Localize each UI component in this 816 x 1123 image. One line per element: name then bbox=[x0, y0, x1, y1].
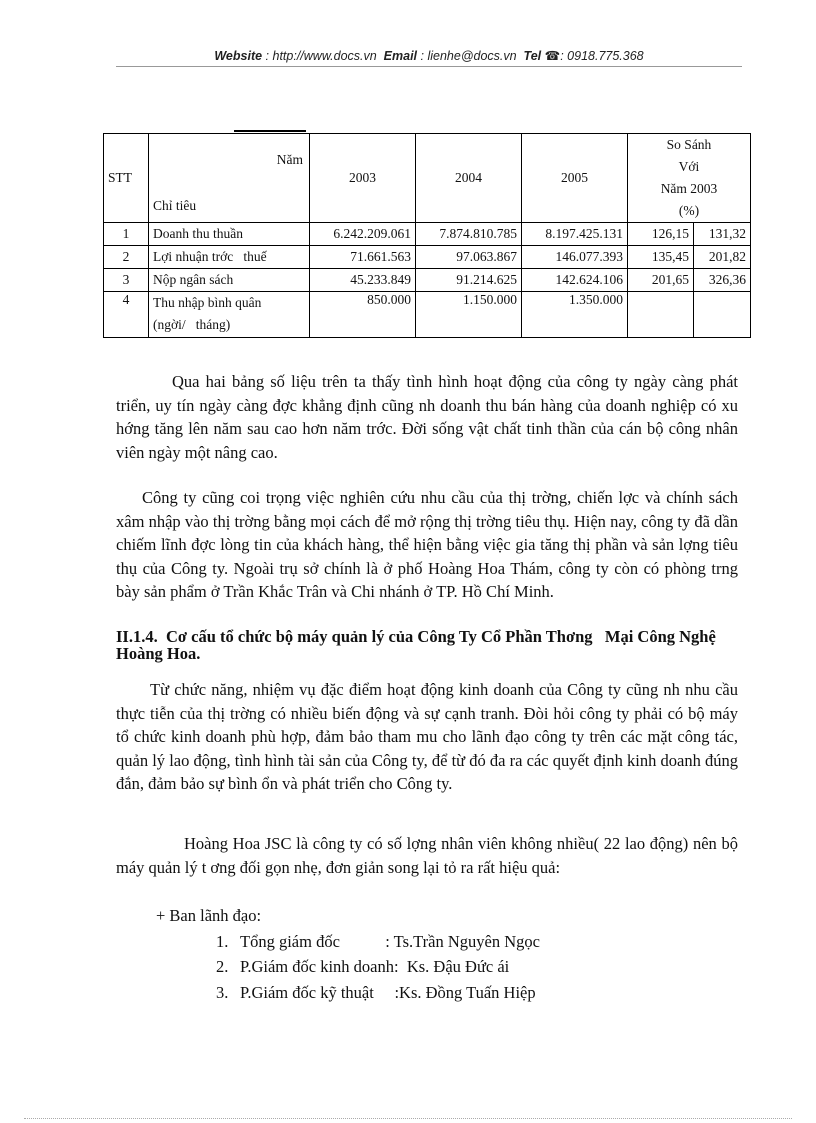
table-row: 4 Thu nhập bình quân (ngời/ tháng) 850.000 1.150.000 1.350.000 bbox=[104, 292, 751, 338]
website-value: : http://www.docs.vn bbox=[265, 49, 377, 63]
paragraph-overview: Qua hai bảng số liệu trên ta thấy tình hình hoạt động của công ty ngày càng phát triển, uy tín ngày càng đợc khẳng định cũng nh doanh thu bán hàng của doanh nghiệp có xu hớng tăng lên năm sau cao hơn năm trớc. Đời sống vật chất tinh thần của cán bộ công nhân viên ngày một nâng cao. bbox=[116, 372, 738, 462]
management-lead: + Ban lãnh đạo: bbox=[156, 906, 262, 925]
section-heading: II.1.4. Cơ cấu tổ chức bộ máy quản lý của Công Ty Cổ Phần Thơng Mại Công Nghệ Hoàng Hoa. bbox=[116, 627, 720, 663]
list-item: 3. P.Giám đốc kỹ thuật :Ks. Đồng Tuấn Hiệp bbox=[216, 983, 536, 1002]
email-value: : lienhe@docs.vn bbox=[420, 49, 517, 63]
header-year-label: Năm bbox=[276, 152, 303, 167]
list-item: 2. P.Giám đốc kinh doanh: Ks. Đậu Đức ái bbox=[216, 957, 510, 976]
email-label: Email bbox=[383, 49, 418, 63]
header-indicator-label: Chỉ tiêu bbox=[153, 198, 197, 213]
phone-icon: ☎ bbox=[544, 49, 561, 63]
table-row: 2 Lợi nhuận trớc thuế 71.661.563 97.063.867 146.077.393 135,45 201,82 bbox=[104, 246, 751, 269]
header-compare: So Sánh Với Năm 2003 (%) bbox=[628, 134, 751, 223]
header-year-2003: 2003 bbox=[310, 134, 416, 223]
business-results-table bbox=[103, 133, 751, 338]
tel-label: Tel bbox=[523, 49, 542, 63]
footer-divider bbox=[24, 1118, 792, 1119]
paragraph-market: Công ty cũng coi trọng việc nghiên cứu nhu cầu của thị trờng, chiến lợc và chính sách xâm nhập vào thị trờng bằng mọi cách để mở rộng thị trờng tiêu thụ. Hiện nay, công ty đã dần chiếm lĩnh đợc lòng tin của khách hàng, thể hiện bằng việc gia tăng thị phần và sản lợng tiêu thụ của Công ty. Ngoài trụ sở chính là ở phố Hoàng Hoa Thám, công ty còn có phòng trng bày sản phẩm ở Trần Khắc Trân và Chi nhánh ở TP. Hồ Chí Minh. bbox=[116, 488, 738, 601]
tel-value: : 0918.775.368 bbox=[560, 49, 644, 63]
website-label: Website bbox=[214, 49, 263, 63]
header-year-2005: 2005 bbox=[522, 134, 628, 223]
table-header-row bbox=[104, 134, 751, 223]
paragraph-structure: Từ chức năng, nhiệm vụ đặc điểm hoạt động kinh doanh của Công ty cũng nh nhu cầu thực tiễn của thị trờng có nhiều biến động và sự cạnh tranh. Đòi hỏi công ty phải có bộ máy tổ chức kinh doanh phù hợp, đảm bảo tham mu cho lãnh đạo công ty trên các mặt công tác, quản lý lao động, tình hình tài sản của Công ty, để từ đó đa ra các quyết định kinh doanh đúng đắn, đảm bảo sự bình ổn và phát triển cho Công ty. bbox=[116, 680, 738, 793]
table-row: 1 Doanh thu thuần 6.242.209.061 7.874.810.785 8.197.425.131 126,15 131,32 bbox=[104, 223, 751, 246]
paragraph-staff: Hoàng Hoa JSC là công ty có số lợng nhân viên không nhiều( 22 lao động) nên bộ máy quản lý t ơng đối gọn nhẹ, đơn giản song lại tỏ ra rất hiệu quả: bbox=[116, 834, 738, 877]
header-stt: STT bbox=[104, 134, 149, 223]
header-divider bbox=[116, 66, 742, 67]
header-year-2004: 2004 bbox=[416, 134, 522, 223]
header-indicator bbox=[149, 134, 310, 223]
table-row: 3 Nộp ngân sách 45.233.849 91.214.625 142.624.106 201,65 326,36 bbox=[104, 269, 751, 292]
page-header bbox=[116, 48, 742, 63]
table-corner-mark bbox=[234, 130, 306, 132]
list-item: 1. Tổng giám đốc : Ts.Trần Nguyên Ngọc bbox=[216, 932, 540, 951]
